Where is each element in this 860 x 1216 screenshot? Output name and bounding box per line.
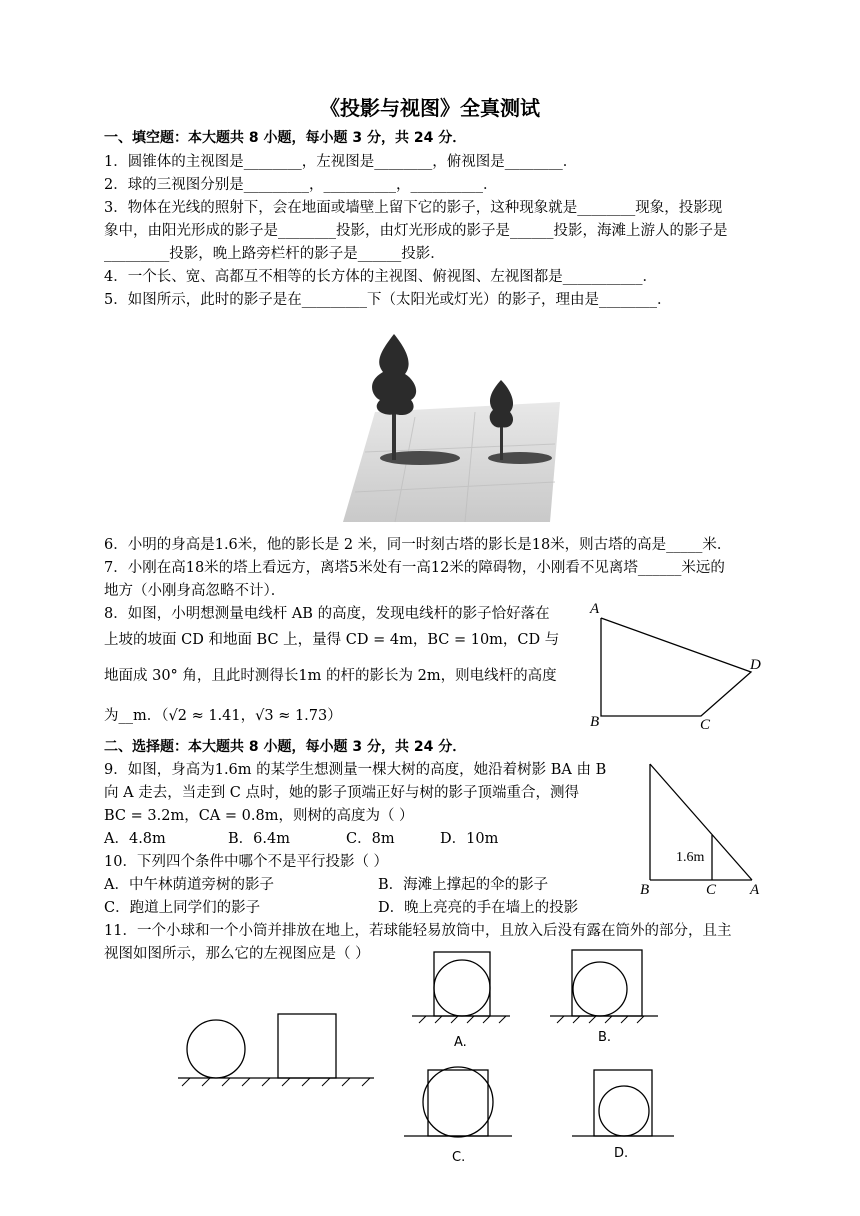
question-9-option-c: C．8m [346, 831, 395, 847]
question-10: 10．下列四个条件中哪个不是平行投影（ ） [104, 854, 389, 870]
fig8-label-c: C [700, 717, 711, 733]
question-7-line-2: 地方（小刚身高忽略不计）． [104, 583, 286, 599]
question-7-line-1: 7．小刚在高18米的塔上看远方，离塔5米处有一高12米的障碍物，小刚看不见离塔______米远的 [104, 560, 725, 576]
question-4: 4．一个长、宽、高都互不相等的长方体的主视图、俯视图、左视图都是___________． [104, 269, 657, 285]
fig8-label-b: B [590, 714, 600, 730]
question-10-option-c: C．跑道上同学们的影子 [104, 900, 261, 916]
option-b-figure [550, 946, 660, 1028]
option-c-label: C. [452, 1150, 466, 1165]
question-9-line-1: 9．如图，身高为1.6m 的某学生想测量一棵大树的高度，她沿着树影 BA 由 B [104, 762, 607, 778]
question-10-option-d: D．晚上亮亮的手在墙上的投影 [378, 900, 579, 916]
tree-shadow-figure [335, 322, 565, 527]
section-2-heading: 二、选择题：本大题共 8 小题，每小题 3 分，共 24 分． [104, 739, 467, 755]
question-9-line-3: BC = 3.2m，CA = 0.8m，则树的高度为（ ） [104, 808, 414, 824]
option-c-figure [404, 1062, 514, 1142]
fig8-label-a: A [590, 601, 600, 617]
question-10-option-b: B．海滩上撑起的伞的影子 [378, 877, 549, 893]
section-1-heading: 一、填空题：本大题共 8 小题，每小题 3 分，共 24 分． [104, 130, 467, 146]
question-5: 5．如图所示，此时的影子是在_________下（太阳光或灯光）的影子，理由是________． [104, 292, 672, 308]
question-8-line-1: 8．如图，小明想测量电线杆 AB 的高度，发现电线杆的影子恰好落在 [104, 606, 550, 622]
fig9-label-b: B [640, 882, 650, 898]
question-9-option-d: D．10m [440, 831, 499, 847]
option-d-figure [572, 1066, 676, 1142]
fig9-label-c: C [706, 882, 717, 898]
question-2: 2．球的三视图分别是_________，__________，__________． [104, 177, 498, 193]
question-11-line-2: 视图如图所示，那么它的左视图应是（ ） [104, 946, 370, 962]
question-9-option-b: B．6.4m [228, 831, 290, 847]
question-1: 1．圆锥体的主视图是________，左视图是________，俯视图是________． [104, 154, 578, 170]
question-8-line-3: 地面成 30° 角，且此时测得长1m 的杆的影长为 2m，则电线杆的高度 [104, 668, 557, 684]
option-d-label: D. [614, 1146, 629, 1161]
fig9-label-height: 1.6m [676, 850, 705, 865]
fig8-label-d: D [750, 657, 761, 673]
tree-height-figure [640, 760, 760, 885]
page-title: 《投影与视图》全真测试 [320, 96, 540, 120]
question-10-option-a: A．中午林荫道旁树的影子 [104, 877, 274, 893]
question-8-line-2: 上坡的坡面 CD 和地面 BC 上，量得 CD = 4m，BC = 10m，CD 与 [104, 632, 560, 648]
question-9-line-2: 向 A 走去，当走到 C 点时，她的影子顶端正好与树的影子顶端重合，测得 [104, 785, 579, 801]
question-3-line-2: 象中，由阳光形成的影子是________投影，由灯光形成的影子是______投影，海滩上游人的影子是 [104, 223, 728, 239]
question-9-option-a: A．4.8m [104, 831, 166, 847]
option-a-figure [412, 948, 512, 1028]
question-11-line-1: 11．一个小球和一个小筒并排放在地上，若球能轻易放筒中，且放入后没有露在筒外的部分，且主 [104, 923, 732, 939]
question-3-line-3: _________投影，晚上路旁栏杆的影子是______投影． [104, 246, 445, 262]
question-3-line-1: 3．物体在光线的照射下，会在地面或墙壁上留下它的影子，这种现象就是________现象，投影现 [104, 200, 723, 216]
fig9-label-a: A [750, 882, 760, 898]
pole-shadow-figure [585, 600, 765, 735]
option-a-label: A. [454, 1035, 467, 1050]
question-8-line-4: 为__m．（√2 ≈ 1.41，√3 ≈ 1.73） [104, 708, 342, 724]
question-6: 6．小明的身高是1.6米，他的影长是 2 米，同一时刻古塔的影长是18米，则古塔的高是_____米． [104, 537, 732, 553]
option-b-label: B. [598, 1030, 612, 1045]
ball-and-cylinder-main-view [178, 1010, 378, 1090]
